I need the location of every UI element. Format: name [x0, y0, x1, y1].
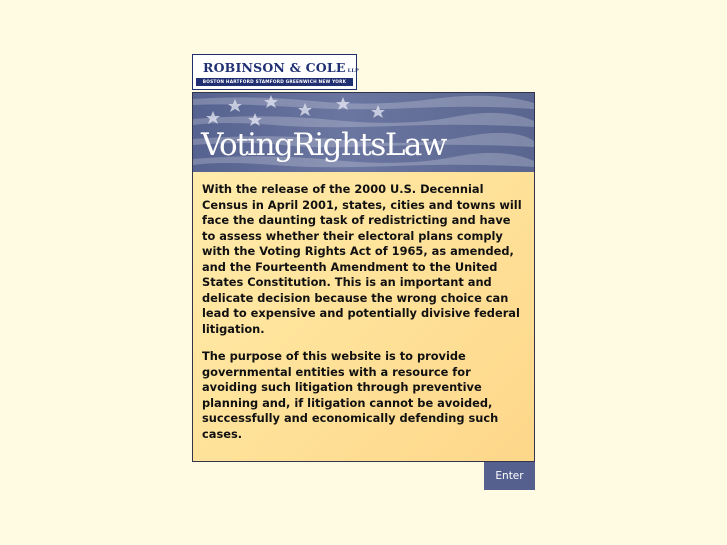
intro-paragraph-1: With the release of the 2000 U.S. Decennial Census in April 2001, states, cities and towns will face the daunting task of redistricting and have to assess whether their electoral plans comply with the Voting Rights Act of 1965, as amended, and the Fourteenth Amendment to the United States Constitution. This is an important and delicate decision because the wrong choice can lead to expensive and potentially divisive federal litigation.	[202, 182, 522, 336]
logo-firm-name-text: ROBINSON & COLE	[203, 60, 346, 75]
intro-paragraph-2: The purpose of this website is to provide governmental entities with a resource for avoiding such litigation through preventive planning and, if litigation cannot be avoided, successfully and economically defending such cases.	[202, 349, 499, 441]
intro-panel	[192, 92, 535, 462]
logo-cities: BOSTON HARTFORD STAMFORD GREENWICH NEW YORK	[202, 80, 347, 85]
enter-button[interactable]: Enter	[484, 462, 535, 490]
site-title: VotingRightsLaw	[201, 127, 446, 163]
logo-firm-name	[196, 58, 360, 78]
logo-frame	[196, 58, 360, 86]
voting-rights-banner	[193, 93, 534, 172]
logo-llp: LLP	[347, 68, 360, 74]
intro-text	[202, 182, 526, 454]
robinson-cole-logo[interactable]	[192, 54, 360, 90]
